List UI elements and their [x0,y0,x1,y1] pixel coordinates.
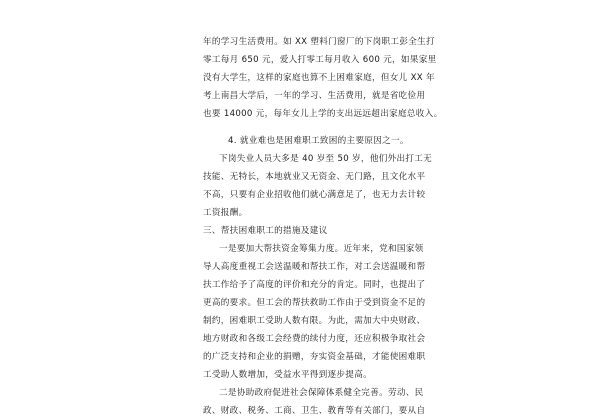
text-line: 扶工作给予了高度的评价和充分的肯定。同时，也提出了 [203,280,426,290]
text-line: 二是协助政府促进社会保障体系健全完善。劳动、民 [219,388,424,398]
text-line: 不高，只要有企业招收他们就心满意足了，也无力去计较 [203,190,426,200]
text-line: 零工每月 650 元，爱人打零工每月收入 600 元，如果家里 [203,55,437,65]
text-line: 的广泛支持和企业的捐赠，夯实资金基础，才能使困难职 [203,352,426,362]
text-line: 技能、无特长，本地就业又无资金、无门路，且文化水平 [203,172,426,182]
text-line: 年的学习生活费用。如 XX 塑料门窗厂的下岗职工彭全生打 [203,37,435,47]
text-line: 考上南昌大学后，一年的学习、生活费用，就是省吃俭用 [203,91,426,101]
text-line: 政、财政、税务、工商、卫生、教育等有关部门，要从自 [203,406,426,416]
text-line: 更高的要求。但工会的帮扶救助工作由于受到资金不足的 [203,298,426,308]
text-line: 工资报酬。 [203,208,248,218]
section-heading: 三、帮扶困难职工的措施及建议 [203,226,328,236]
text-line: 导人高度重视工会送温暖和帮扶工作，对工会送温暖和帮 [203,262,426,272]
text-line: 一是要加大帮扶资金筹集力度。近年来，党和国家领 [219,244,424,254]
text-line: 下岗失业人员大多是 40 岁至 50 岁，他们外出打工无 [219,154,433,164]
text-line: 也要 14000 元，每年女儿上学的支出远远超出家庭总收入。 [203,109,443,119]
text-line: 没有大学生，这样的家庭也算不上困难家庭，但女儿 XX 年 [203,73,435,83]
text-line: 地方财政和各级工会经费的续付力度，还应积极争取社会 [203,334,426,344]
text-line: 制约，困难职工受助人数有限。为此，需加大中央财政、 [203,316,426,326]
section-subheading: 4. 就业难也是困难职工致困的主要原因之一。 [228,136,409,146]
text-line: 工受助人数增加，受益水平得到逐步提高。 [203,370,372,380]
